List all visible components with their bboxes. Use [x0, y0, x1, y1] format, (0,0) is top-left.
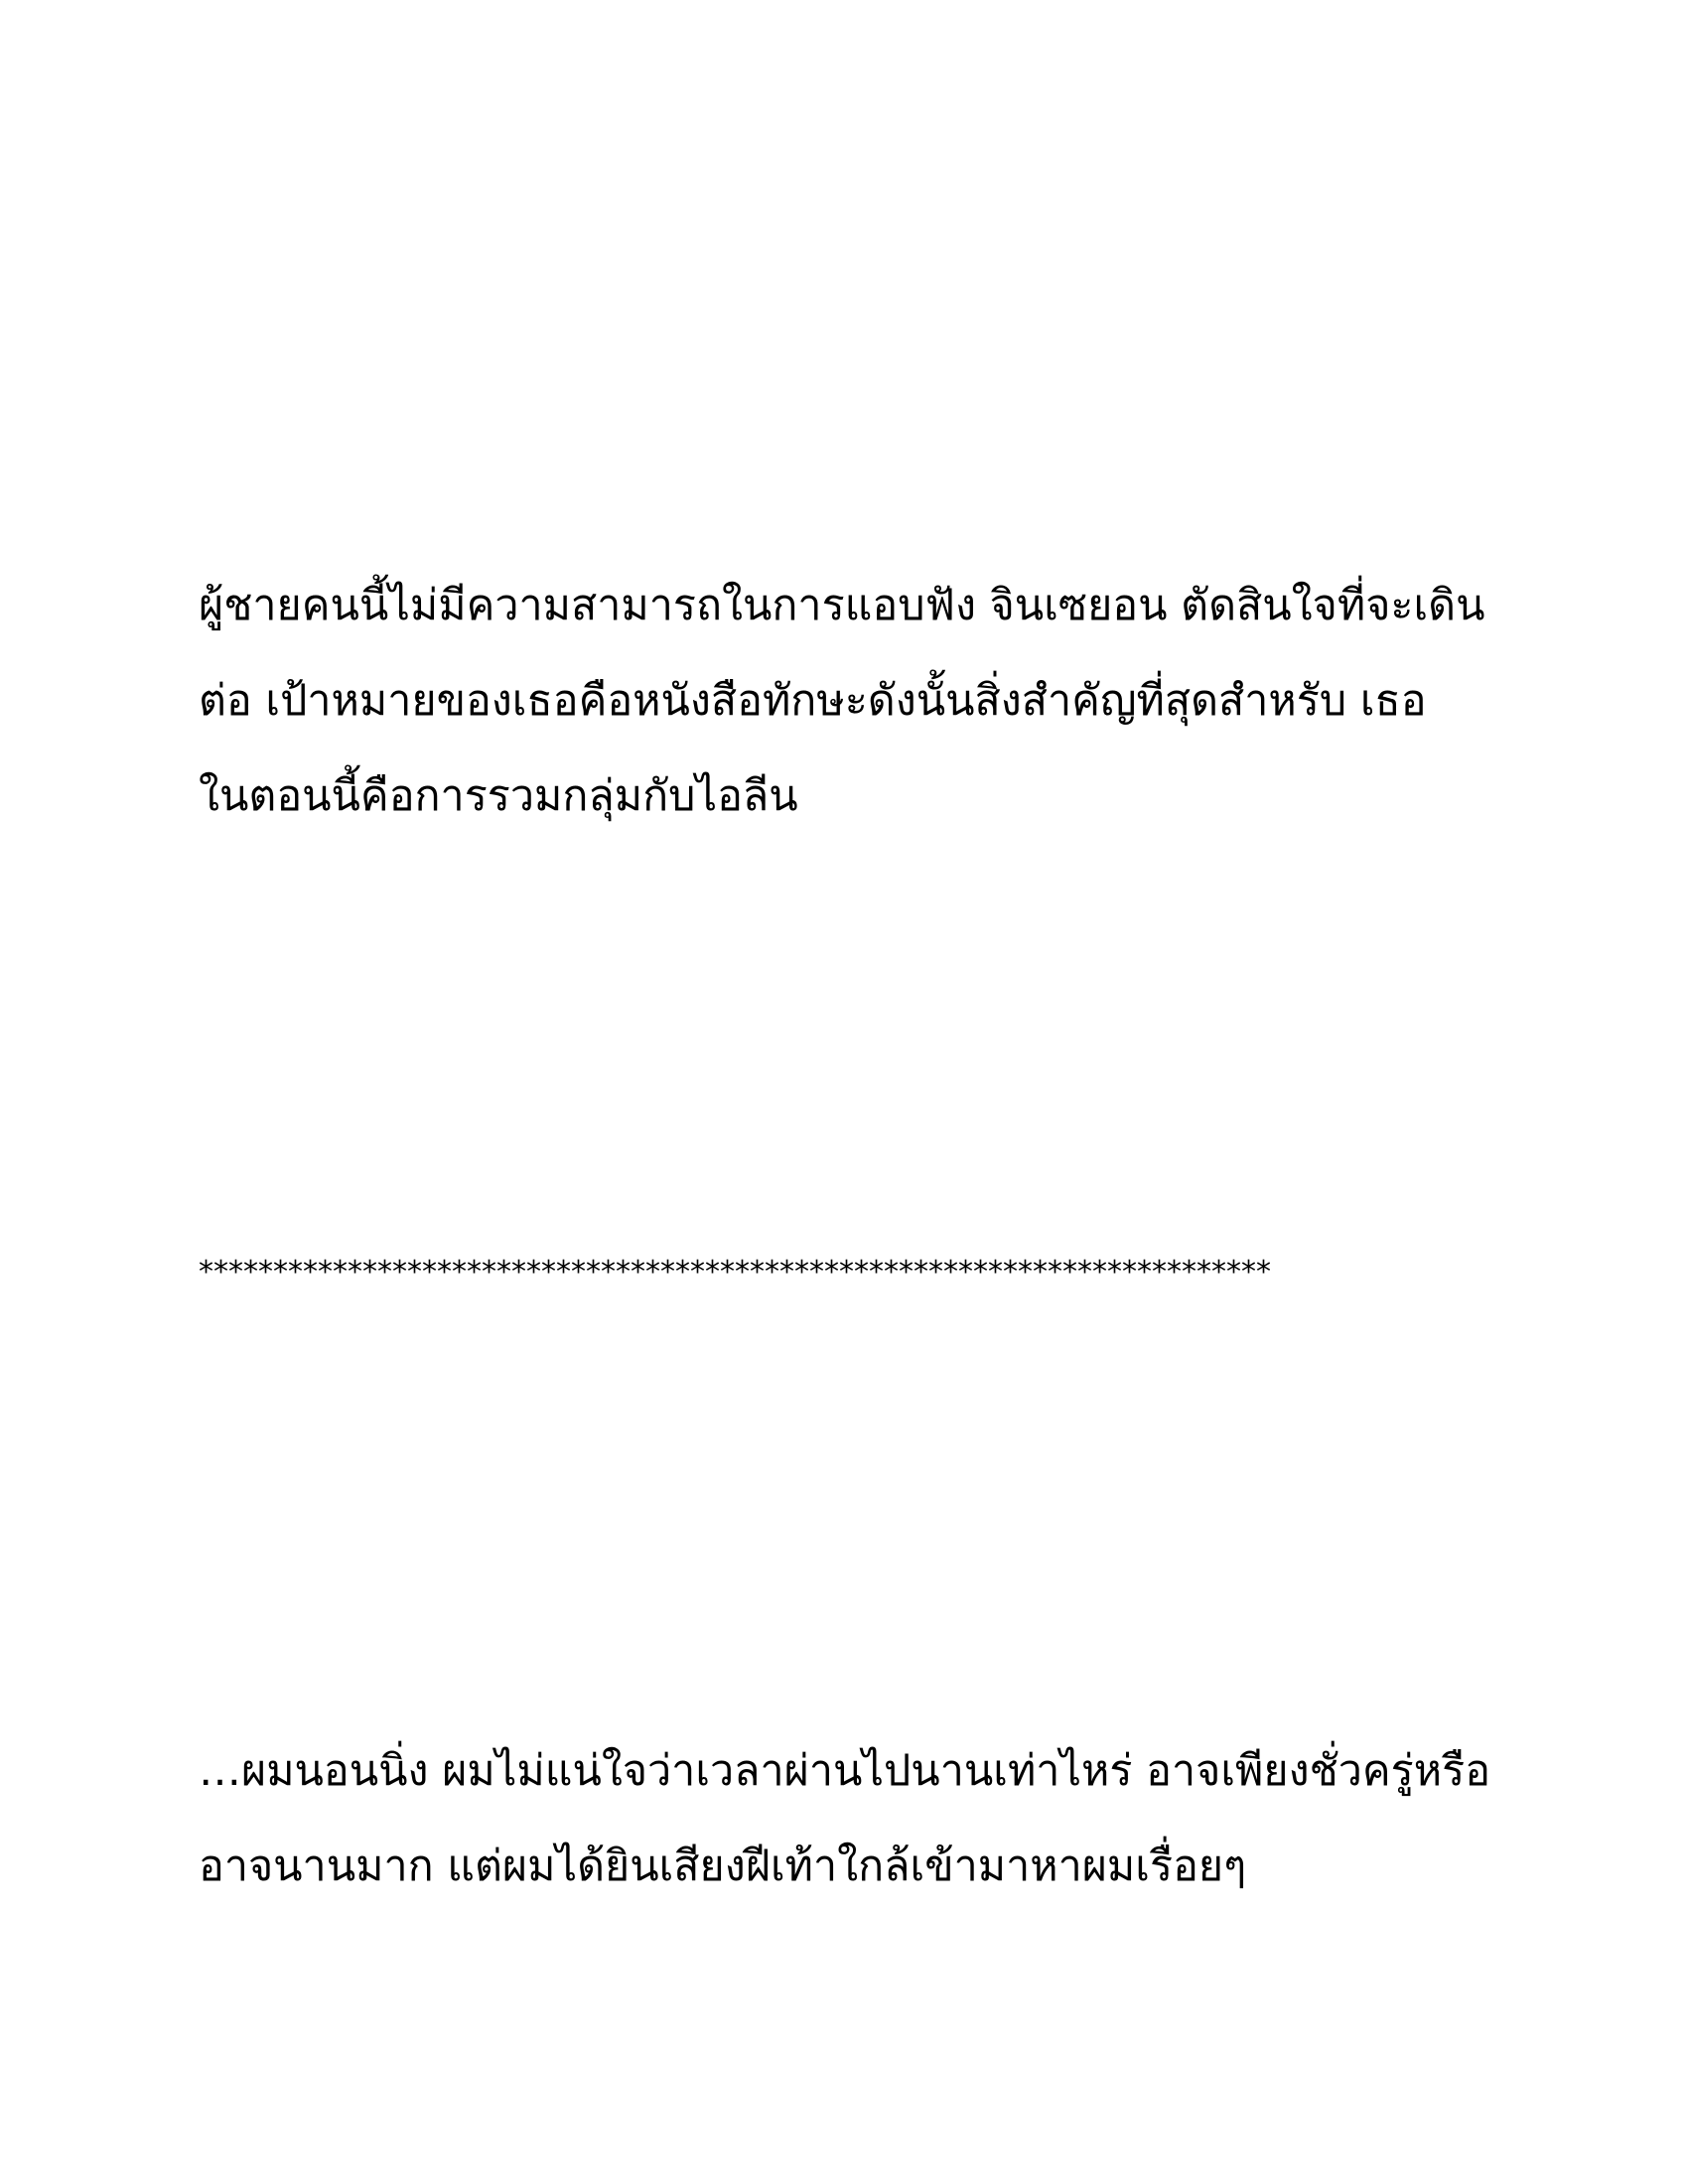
paragraph-1-line-2: ต่อ เป้าหมายของเธอคือหนังสือทักษะดังนั้นสิ่งสำคัญที่สุดสำหรับ เธอ: [199, 676, 1427, 726]
scene-separator: ************************************************************************: [199, 1255, 1271, 1290]
paragraph-2-line-1: …ผมนอนนิ่ง ผมไม่แน่ใจว่าเวลาผ่านไปนานเท่าไหร่ อาจเพียงชั่วครู่หรือ: [199, 1746, 1491, 1796]
paragraph-2-line-2: อาจนานมาก แต่ผมได้ยินเสียงฝีเท้าใกล้เข้ามาหาผมเรื่อยๆ: [199, 1842, 1247, 1891]
paragraph-1-line-1: ผู้ชายคนนี้ไม่มีความสามารถในการแอบฟัง จินเซยอน ตัดสินใจที่จะเดิน: [199, 581, 1485, 630]
paragraph-1-line-3: ในตอนนี้คือการรวมกลุ่มกับไอลีน: [199, 771, 798, 821]
